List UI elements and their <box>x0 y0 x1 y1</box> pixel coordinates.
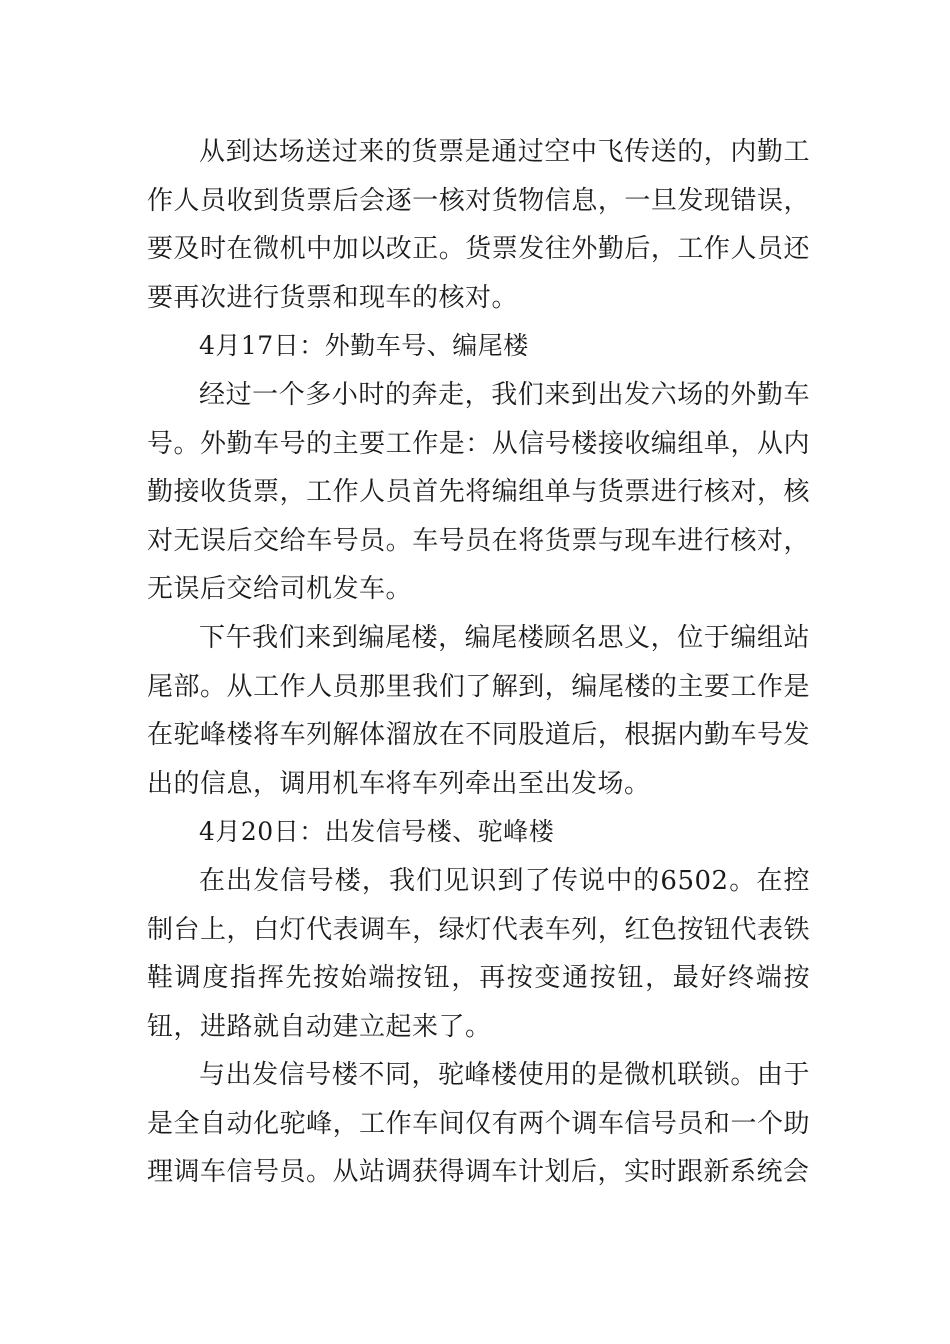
heading-april-17: 4月17日：外勤车号、编尾楼 <box>199 331 529 361</box>
heading-april-20: 4月20日：出发信号楼、驼峰楼 <box>199 817 555 847</box>
document-body <box>147 128 810 1197</box>
paragraph-tail-building: 下午我们来到编尾楼，编尾楼顾名思义，位于编组站尾部。从工作人员那里我们了解到，编尾楼的主要工作是在驼峰楼将车列解体溜放在不同股道后，根据内勤车号发出的信息，调用机车将车列牵出至出发场。 <box>147 622 810 799</box>
paragraph-departure-signal-building: 在出发信号楼，我们见识到了传说中的6502。在控制台上，白灯代表调车，绿灯代表车列，红色按钮代表铁鞋调度指挥先按始端按钮，再按变通按钮，最好终端按钮，进路就自动建立起来了。 <box>147 865 810 1042</box>
paragraph-ticket-transfer: 从到达场送过来的货票是通过空中飞传送的，内勤工作人员收到货票后会逐一核对货物信息，一旦发现错误，要及时在微机中加以改正。货票发往外勤后，工作人员还要再次进行货票和现车的核对。 <box>147 137 810 313</box>
paragraph-outfield-car-number: 经过一个多小时的奔走，我们来到出发六场的外勤车号。外勤车号的主要工作是：从信号楼接收编组单，从内勤接收货票，工作人员首先将编组单与货票进行核对，核对无误后交给车号员。车号员在将货票与现车进行核对，无误后交给司机发车。 <box>147 379 810 605</box>
paragraph-hump-building: 与出发信号楼不同，驼峰楼使用的是微机联锁。由于是全自动化驼峰，工作车间仅有两个调车信号员和一个助理调车信号员。从站调获得调车计划后，实时跟新系统会 <box>147 1060 810 1188</box>
